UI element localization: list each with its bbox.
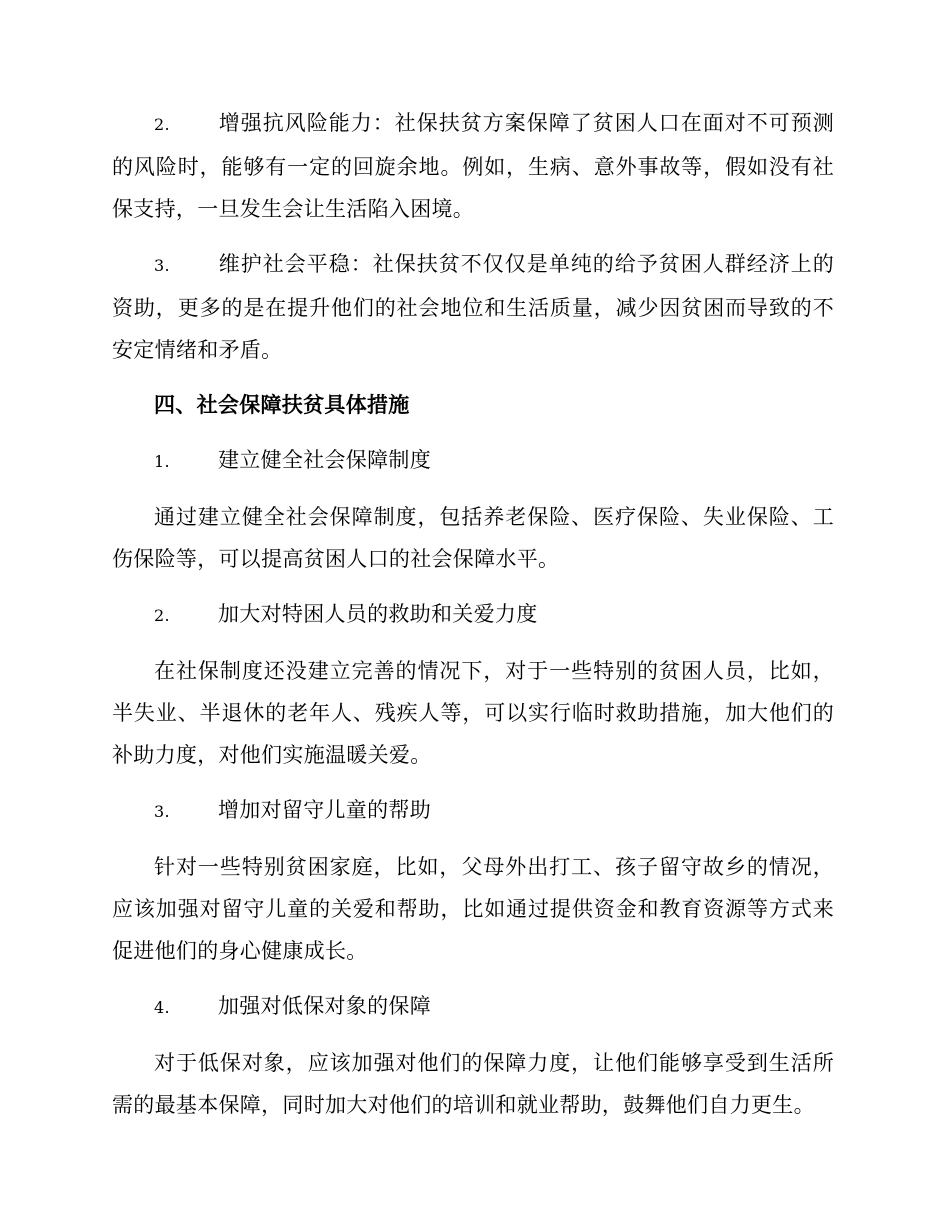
list-item-text: 维护社会平稳：社保扶贫不仅仅是单纯的给予贫困人群经济上的资助，更多的是在提升他们的社会地位和生活质量，减少因贫困而导致的不安定情绪和矛盾。: [112, 252, 834, 362]
list-item-2-assistance: [112, 593, 834, 637]
list-number: 4.: [154, 998, 170, 1017]
list-item-3-stability: [112, 243, 834, 371]
body-paragraph: 针对一些特别贫困家庭，比如，父母外出打工、孩子留守故乡的情况，应该加强对留守儿童的关爱和帮助，比如通过提供资金和教育资源等方式来促进他们的身心健康成长。: [112, 855, 834, 963]
list-number: 1.: [154, 452, 170, 471]
list-item-text: 增加对留守儿童的帮助: [218, 798, 431, 822]
list-item-2-risk: [112, 102, 834, 230]
list-number: 2.: [154, 606, 170, 625]
list-item-text: 建立健全社会保障制度: [218, 448, 431, 472]
list-item-1-system: [112, 439, 834, 483]
list-number: 2.: [154, 115, 170, 134]
list-number: 3.: [154, 256, 170, 275]
body-paragraph: 通过建立健全社会保障制度，包括养老保险、医疗保险、失业保险、工伤保险等，可以提高贫困人口的社会保障水平。: [112, 505, 834, 571]
list-number: 3.: [154, 802, 170, 821]
document-page: [112, 102, 834, 1139]
list-item-text: 增强抗风险能力：社保扶贫方案保障了贫困人口在面对不可预测的风险时，能够有一定的回旋余地。例如，生病、意外事故等，假如没有社保支持，一旦发生会让生活陷入困境。: [112, 111, 834, 221]
body-paragraph: 在社保制度还没建立完善的情况下，对于一些特别的贫困人员，比如，半失业、半退休的老年人、残疾人等，可以实行临时救助措施，加大他们的补助力度，对他们实施温暖关爱。: [112, 659, 834, 767]
body-paragraph: 对于低保对象，应该加强对他们的保障力度，让他们能够享受到生活所需的最基本保障，同时加大对他们的培训和就业帮助，鼓舞他们自力更生。: [112, 1051, 834, 1117]
list-item-3-children: [112, 789, 834, 833]
list-item-4-subsistence: [112, 985, 834, 1029]
list-item-text: 加大对特困人员的救助和关爱力度: [218, 602, 538, 626]
list-item-text: 加强对低保对象的保障: [218, 994, 431, 1018]
section-heading: 四、社会保障扶贫具体措施: [154, 392, 410, 417]
